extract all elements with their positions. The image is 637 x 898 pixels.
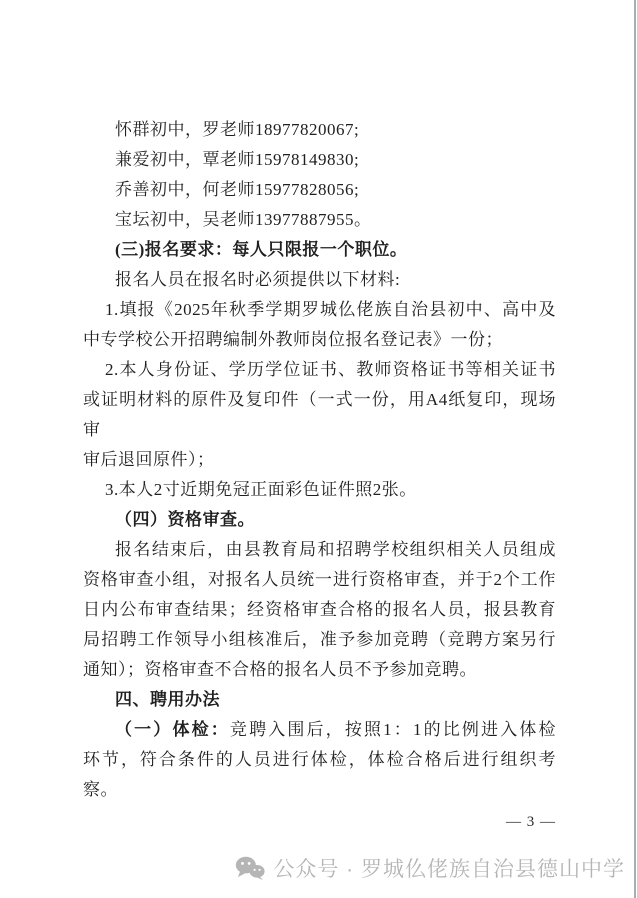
wechat-icon [235, 855, 265, 881]
document-line [83, 715, 556, 745]
document-line [83, 655, 556, 685]
document-line [83, 265, 556, 295]
document-text: 竞聘入围后，按照1：1的比例进入体检 [229, 720, 557, 739]
document-line [83, 235, 556, 265]
document-text: 乔善初中，何老师15977828056; [115, 180, 360, 199]
document-line [83, 475, 556, 505]
document-text: 2.本人身份证、学历学位证书、教师资格证书等相关证书 [105, 360, 556, 379]
document-text-bold: （一）体检： [115, 720, 230, 739]
document-line [83, 685, 556, 715]
document-line [83, 145, 556, 175]
document-line [83, 175, 556, 205]
document-line [83, 745, 556, 775]
document-text: 3.本人2寸近期免冠正面彩色证件照2张。 [105, 480, 417, 499]
document-line [83, 295, 556, 325]
watermark-label: 公众号 · 罗城仫佬族自治县德山中学 [273, 858, 625, 881]
document-text-bold: (三)报名要求：每人只限报一个职位。 [115, 240, 408, 259]
document-text: 报名结束后，由县教育局和招聘学校组织相关人员组成 [115, 540, 556, 559]
document-text: 中专学校公开招聘编制外教师岗位报名登记表》一份； [83, 330, 503, 349]
document-text: 怀群初中，罗老师18977820067; [115, 120, 360, 139]
document-text: 1.填报《2025年秋季学期罗城仫佬族自治县初中、高中及 [105, 300, 556, 319]
document-text: 局招聘工作领导小组核准后，准予参加竞聘（竞聘方案另行 [83, 630, 556, 649]
document-line [83, 385, 556, 445]
document-line [83, 625, 556, 655]
document-line [83, 355, 556, 385]
document-text: 环节，符合条件的人员进行体检，体检合格后进行组织考 [83, 750, 556, 769]
document-text: 审后退回原件）； [83, 450, 215, 469]
document-line [83, 445, 556, 475]
watermark [235, 852, 625, 884]
document-line [83, 565, 556, 595]
document-text: 兼爱初中，覃老师15978149830; [115, 150, 360, 169]
document-text-bold: 四、聘用办法 [115, 690, 220, 709]
document-text: 通知）；资格审查不合格的报名人员不予参加竞聘。 [83, 660, 477, 679]
document-text: 报名人员在报名时必须提供以下材料: [115, 270, 401, 289]
document-text: 宝坛初中，吴老师13977887955。 [115, 210, 372, 229]
document-text-bold: （四）资格审查。 [115, 510, 255, 529]
document-line [83, 775, 556, 805]
document-line [83, 325, 556, 355]
document-line [83, 115, 556, 145]
document-text: 或证明材料的原件及复印件（一式一份，用A4纸复印，现场审 [83, 390, 556, 439]
document-text: 日内公布审查结果；经资格审查合格的报名人员，报县教育 [83, 600, 556, 619]
document-text: 察。 [83, 780, 118, 799]
document-line [83, 595, 556, 625]
document-text: 资格审查小组，对报名人员统一进行资格审查，并于2个工作 [83, 570, 556, 589]
page-right-edge-line [634, 0, 636, 898]
document-line [83, 205, 556, 235]
document-line [83, 535, 556, 565]
document-line [83, 505, 556, 535]
page-number: — 3 — [506, 814, 556, 830]
document-body [83, 115, 556, 805]
